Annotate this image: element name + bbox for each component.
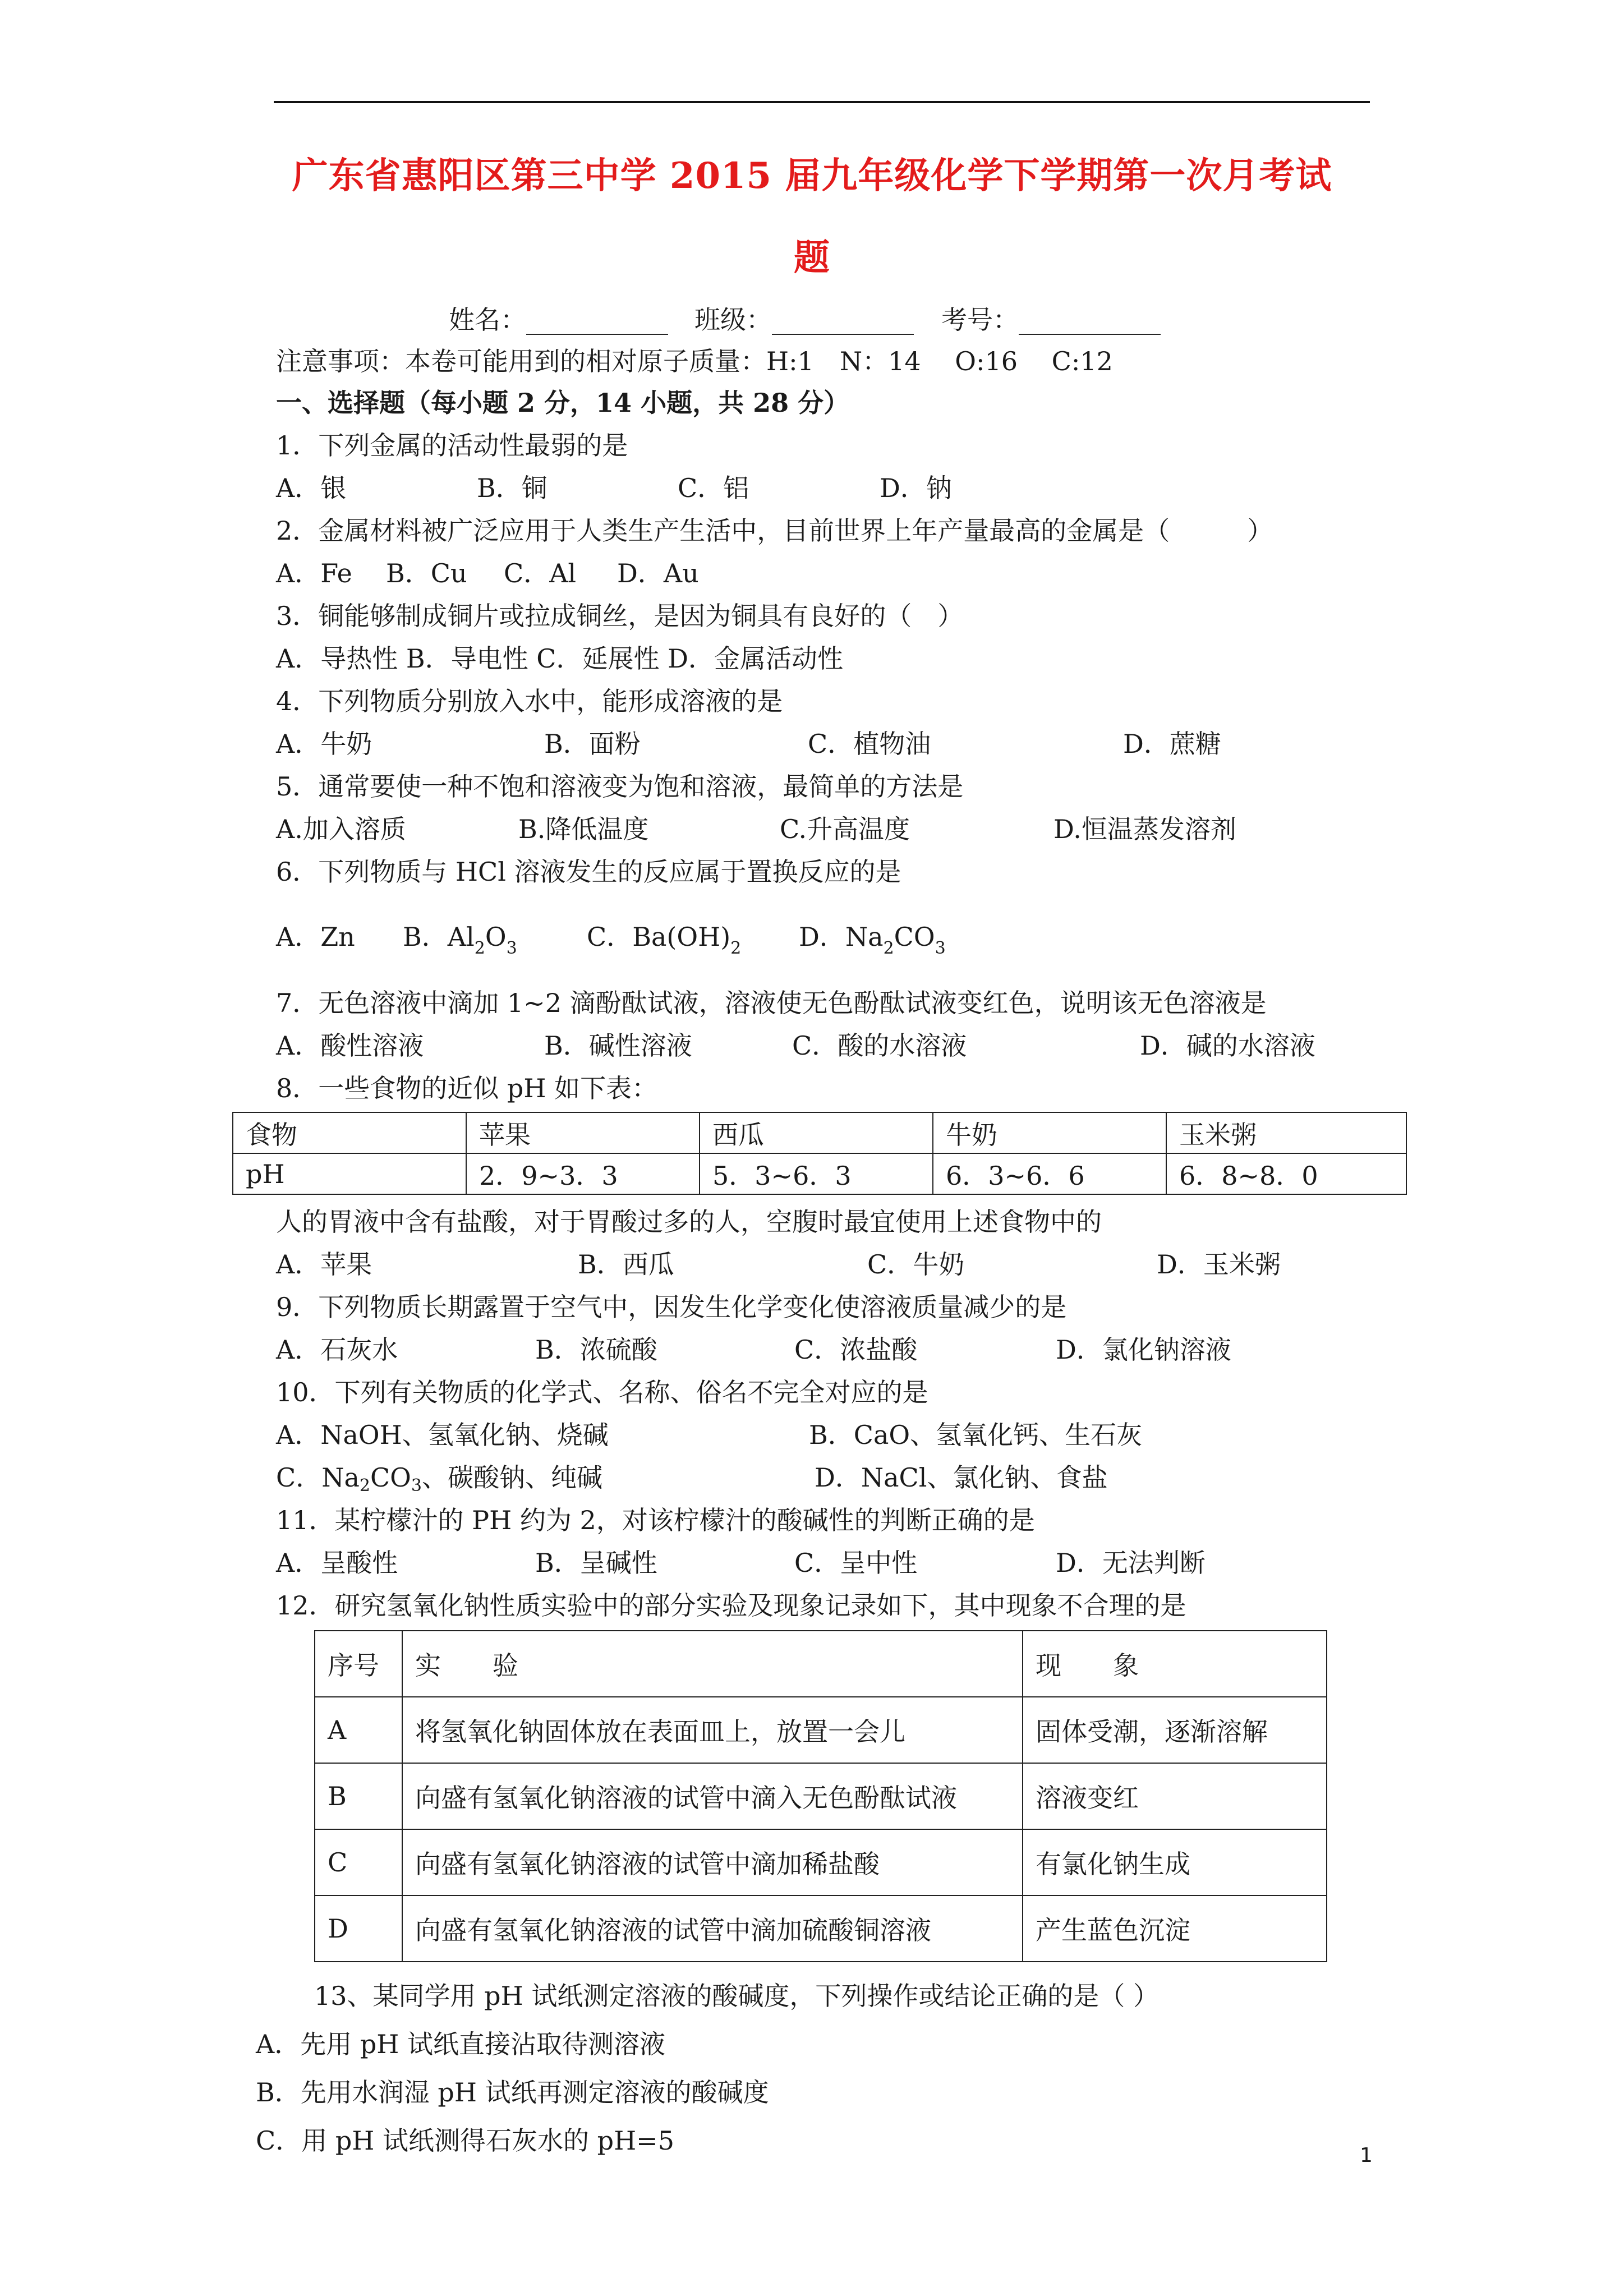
page-title-line2: 题	[794, 237, 830, 279]
q9-option-a: A．石灰水	[276, 1335, 398, 1365]
q5-option-b: B.降低温度	[518, 814, 649, 844]
table-cell: 实 验	[402, 1631, 1023, 1697]
table-cell: 有氯化钠生成	[1023, 1829, 1327, 1895]
q6-option-a: A．Zn	[276, 922, 355, 952]
q9-option-d: D．氯化钠溶液	[1056, 1335, 1231, 1365]
q11-option-a: A．呈酸性	[276, 1548, 398, 1578]
q4-option-b: B．面粉	[544, 729, 641, 759]
question-8-stem2: 人的胃液中含有盐酸，对于胃酸过多的人，空腹时最宜使用上述食物中的	[276, 1207, 1102, 1237]
q4-option-d: D．蔗糖	[1123, 729, 1221, 759]
table-cell: 苹果	[466, 1112, 700, 1153]
q8-option-c: C．牛奶	[867, 1249, 965, 1280]
table-cell: 6．8~8．0	[1166, 1153, 1406, 1194]
q2-option-a: A．Fe	[276, 558, 352, 588]
table-cell: 向盛有氢氧化钠溶液的试管中滴加硫酸铜溶液	[402, 1895, 1023, 1962]
q10-option-a: A．NaOH、氢氧化钠、烧碱	[276, 1420, 609, 1450]
table-cell: 食物	[233, 1112, 466, 1153]
q6-c-text: C．Ba(OH)	[587, 922, 731, 952]
table-cell: 2．9~3．3	[466, 1153, 700, 1194]
question-5: 5．通常要使一种不饱和溶液变为饱和溶液，最简单的方法是	[276, 771, 964, 802]
q13-option-c: C．用 pH 试纸测得石灰水的 pH=5	[256, 2125, 674, 2156]
q13-option-b: B．先用水润湿 pH 试纸再测定溶液的酸碱度	[256, 2077, 769, 2108]
table-cell: 6．3~6．6	[933, 1153, 1166, 1194]
q6-b-text: B．Al	[403, 922, 475, 952]
q9-option-b: B．浓硫酸	[535, 1335, 657, 1365]
q6-option-c	[587, 920, 741, 965]
q6-d-mid: CO	[894, 922, 935, 952]
table-cell: A	[315, 1697, 402, 1763]
table-row	[233, 1112, 1406, 1153]
page-title-line1: 广东省惠阳区第三中学 2015 届九年级化学下学期第一次月考试	[292, 155, 1332, 197]
table-cell: 西瓜	[700, 1112, 933, 1153]
ph-table	[232, 1112, 1407, 1195]
q11-option-b: B．呈碱性	[535, 1548, 657, 1578]
table-row	[315, 1697, 1327, 1763]
exam-number-field: 考号：___________	[941, 305, 1161, 335]
notice: 注意事项：本卷可能用到的相对原子质量：H:1 N：14 O:16 C:12	[276, 346, 1113, 376]
table-cell: D	[315, 1895, 402, 1962]
question-1: 1．下列金属的活动性最弱的是	[276, 430, 628, 461]
q10-c-rest: 、碳酸钠、纯碱	[421, 1462, 602, 1493]
q7-option-a: A．酸性溶液	[276, 1030, 424, 1061]
q6-option-d	[799, 920, 946, 965]
table-cell: B	[315, 1763, 402, 1829]
table-row	[315, 1631, 1327, 1697]
q2-option-b: B．Cu	[386, 558, 467, 588]
q7-option-d: D．碱的水溶液	[1140, 1030, 1315, 1061]
question-8: 8．一些食物的近似 pH 如下表：	[276, 1073, 658, 1103]
section-heading: 一、选择题（每小题 2 分，14 小题，共 28 分）	[276, 388, 850, 418]
experiment-table	[314, 1630, 1327, 1962]
table-cell: 序号	[315, 1631, 402, 1697]
q6-b-mid: O	[485, 922, 507, 952]
question-10: 10．下列有关物质的化学式、名称、俗名不完全对应的是	[276, 1377, 928, 1407]
q1-option-a: A．银	[276, 473, 347, 503]
table-cell: 牛奶	[933, 1112, 1166, 1153]
q6-d-sub2: 3	[935, 938, 946, 958]
table-cell: pH	[233, 1153, 466, 1194]
q6-option-b	[403, 920, 517, 965]
q10-c-text: C．Na	[276, 1462, 360, 1493]
q1-option-c: C．铝	[678, 473, 749, 503]
question-7: 7．无色溶液中滴加 1~2 滴酚酞试液，溶液使无色酚酞试液变红色，说明该无色溶液是	[276, 988, 1267, 1018]
question-12: 12．研究氢氧化钠性质实验中的部分实验及现象记录如下，其中现象不合理的是	[276, 1590, 1186, 1621]
table-cell: 固体受潮，逐渐溶解	[1023, 1697, 1327, 1763]
table-row	[315, 1895, 1327, 1962]
q6-b-sub2: 3	[506, 938, 517, 958]
q10-c-sub2: 3	[411, 1476, 422, 1496]
question-3: 3．铜能够制成铜片或拉成铜丝，是因为铜具有良好的（ ）	[276, 601, 964, 631]
q8-option-b: B．西瓜	[578, 1249, 674, 1280]
q1-option-d: D．钠	[880, 473, 952, 503]
q7-option-b: B．碱性溶液	[544, 1030, 692, 1061]
table-row	[315, 1829, 1327, 1895]
q5-option-a: A.加入溶质	[276, 814, 406, 844]
q10-c-mid: CO	[370, 1462, 411, 1493]
q8-option-d: D．玉米粥	[1157, 1249, 1281, 1280]
q6-c-sub: 2	[730, 938, 742, 958]
q10-c-sub1: 2	[359, 1476, 370, 1496]
q6-d-sub1: 2	[883, 938, 894, 958]
question-9: 9．下列物质长期露置于空气中，因发生化学变化使溶液质量减少的是	[276, 1292, 1067, 1322]
table-cell: 5．3~6．3	[700, 1153, 933, 1194]
q8-option-a: A．苹果	[276, 1249, 372, 1280]
q5-option-d: D.恒温蒸发溶剂	[1053, 814, 1236, 844]
name-field: 姓名：___________	[449, 305, 668, 335]
q9-option-c: C．浓盐酸	[794, 1335, 918, 1365]
page-number: 1	[1360, 2144, 1373, 2167]
q6-b-sub1: 2	[474, 938, 485, 958]
table-cell: 现 象	[1023, 1631, 1327, 1697]
table-cell: 产生蓝色沉淀	[1023, 1895, 1327, 1962]
q1-option-b: B．铜	[477, 473, 548, 503]
q7-option-c: C．酸的水溶液	[792, 1030, 967, 1061]
q6-d-text: D．Na	[799, 922, 884, 952]
header-rule	[274, 101, 1370, 103]
q2-option-c: C．Al	[504, 558, 577, 588]
q13-option-a: A．先用 pH 试纸直接沾取待测溶液	[256, 2029, 666, 2059]
question-6: 6．下列物质与 HCl 溶液发生的反应属于置换反应的是	[276, 857, 901, 887]
q11-option-d: D．无法判断	[1056, 1548, 1206, 1578]
q4-option-c: C．植物油	[808, 729, 931, 759]
q11-option-c: C．呈中性	[794, 1548, 918, 1578]
q4-option-a: A．牛奶	[276, 729, 372, 759]
question-13: 13、某同学用 pH 试纸测定溶液的酸碱度，下列操作或结论正确的是（ ）	[314, 1981, 1159, 2011]
question-2: 2．金属材料被广泛应用于人类生产生活中，目前世界上年产量最高的金属是（ ）	[276, 516, 1273, 546]
q10-option-c	[276, 1461, 602, 1503]
table-cell: 玉米粥	[1166, 1112, 1406, 1153]
table-row	[315, 1763, 1327, 1829]
table-cell: 向盛有氢氧化钠溶液的试管中滴加稀盐酸	[402, 1829, 1023, 1895]
table-cell: 向盛有氢氧化钠溶液的试管中滴入无色酚酞试液	[402, 1763, 1023, 1829]
q5-option-c: C.升高温度	[780, 814, 910, 844]
q2-option-d: D．Au	[617, 558, 699, 588]
q3-options: A．导热性 B．导电性 C．延展性 D．金属活动性	[276, 643, 843, 674]
table-cell: 将氢氧化钠固体放在表面皿上，放置一会儿	[402, 1697, 1023, 1763]
question-4: 4．下列物质分别放入水中，能形成溶液的是	[276, 686, 783, 716]
table-row	[233, 1153, 1406, 1194]
table-cell: C	[315, 1829, 402, 1895]
question-11: 11．某柠檬汁的 PH 约为 2，对该柠檬汁的酸碱性的判断正确的是	[276, 1505, 1035, 1535]
q10-option-d: D．NaCl、氯化钠、食盐	[815, 1462, 1108, 1493]
q10-option-b: B．CaO、氢氧化钙、生石灰	[809, 1420, 1143, 1450]
table-cell: 溶液变红	[1023, 1763, 1327, 1829]
class-field: 班级：___________	[694, 305, 914, 335]
